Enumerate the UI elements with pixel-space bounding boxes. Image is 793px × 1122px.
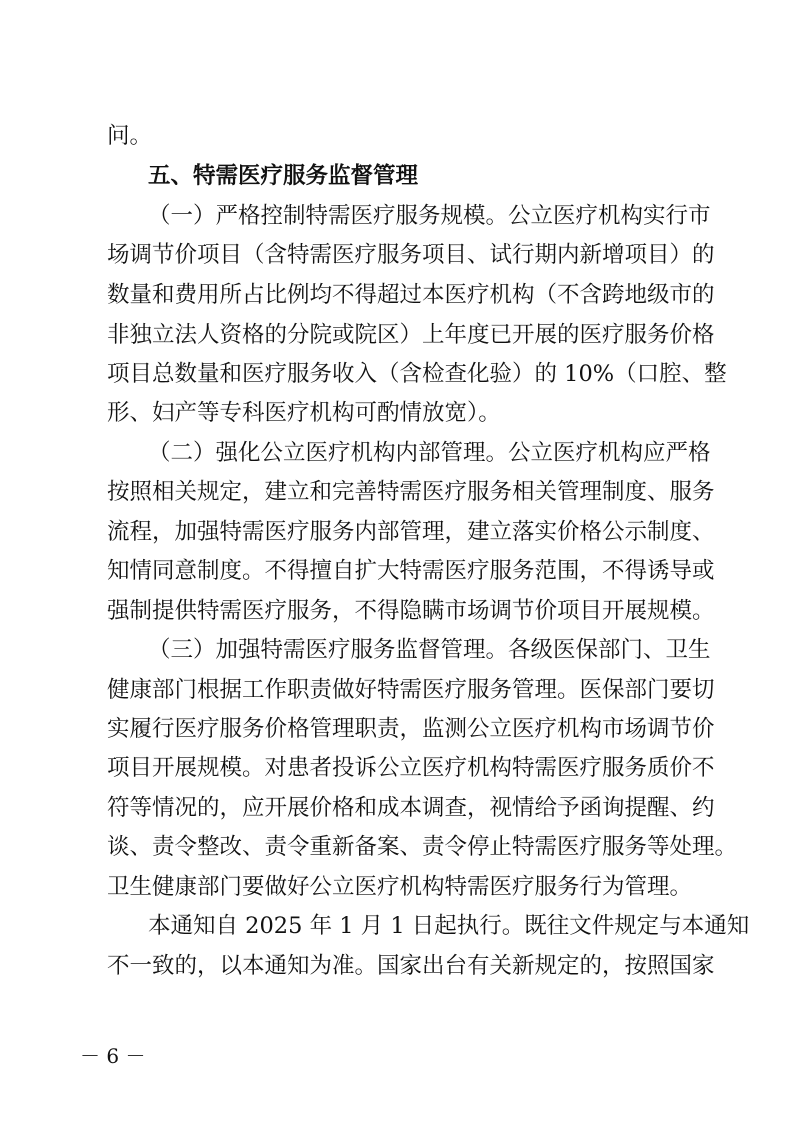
paragraph-line: 项目开展规模。对患者投诉公立医疗机构特需医疗服务质价不: [107, 755, 715, 781]
paragraph-line: 按照相关规定，建立和完善特需医疗服务相关管理制度、服务: [107, 479, 715, 505]
paragraph-line: 形、妇产等专科医疗机构可酌情放宽）。: [107, 400, 501, 426]
paragraph-line: （一）严格控制特需医疗服务规模。公立医疗机构实行市: [148, 203, 711, 229]
paragraph-line: 谈、责令整改、责令重新备案、责令停止特需医疗服务等处理。: [107, 834, 738, 860]
paragraph-line: （三）加强特需医疗服务监督管理。各级医保部门、卫生: [148, 637, 711, 663]
paragraph-line: 知情同意制度。不得擅自扩大特需医疗服务范围，不得诱导或: [107, 558, 715, 584]
paragraph-line: 健康部门根据工作职责做好特需医疗服务管理。医保部门要切: [107, 677, 715, 703]
paragraph-line: 本通知自 2025 年 1 月 1 日起执行。既往文件规定与本通知: [148, 913, 750, 939]
paragraph-line: 符等情况的，应开展价格和成本调查，视情给予函询提醒、约: [107, 795, 715, 821]
paragraph-line: 非独立法人资格的分院或院区）上年度已开展的医疗服务价格: [107, 322, 715, 348]
text-line: 问。: [107, 123, 153, 149]
paragraph-line: 卫生健康部门要做好公立医疗机构特需医疗服务行为管理。: [107, 874, 693, 900]
paragraph-line: 数量和费用所占比例均不得超过本医疗机构（不含跨地级市的: [107, 282, 715, 308]
section-heading: 五、特需医疗服务监督管理: [148, 163, 419, 189]
paragraph-line: 实履行医疗服务价格管理职责，监测公立医疗机构市场调节价: [107, 716, 715, 742]
paragraph-line: （二）强化公立医疗机构内部管理。公立医疗机构应严格: [148, 440, 711, 466]
page-number: － 6 －: [80, 1044, 146, 1068]
paragraph-line: 不一致的，以本通知为准。国家出台有关新规定的，按照国家: [107, 953, 715, 979]
paragraph-line: 场调节价项目（含特需医疗服务项目、试行期内新增项目）的: [107, 242, 715, 268]
paragraph-line: 项目总数量和医疗服务收入（含检查化验）的 10%（口腔、整: [107, 361, 727, 387]
paragraph-line: 强制提供特需医疗服务，不得隐瞒市场调节价项目开展规模。: [107, 598, 715, 624]
paragraph-line: 流程，加强特需医疗服务内部管理，建立落实价格公示制度、: [107, 519, 715, 545]
